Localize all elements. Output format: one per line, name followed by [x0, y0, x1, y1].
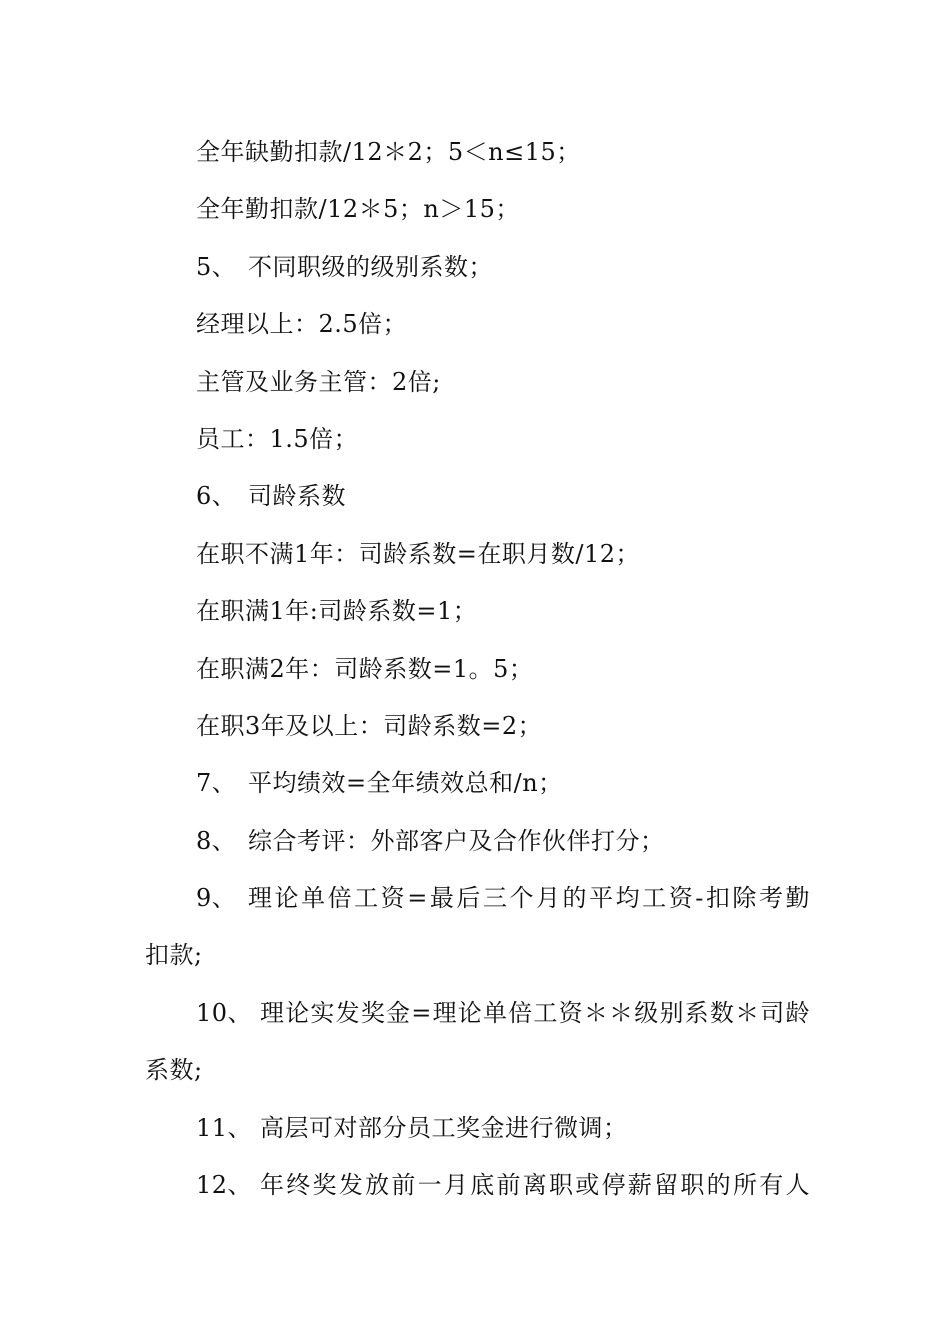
item-text: 平均绩效=全年绩效总和/n； [248, 769, 563, 798]
item-text: 不同职级的级别系数； [248, 252, 493, 281]
line-text: 在职满2年：司龄系数=1。5； [196, 654, 534, 683]
line-text: 全年缺勤扣款/12＊2；5＜n≤15； [196, 138, 581, 166]
continuation-text: 系数; [145, 1056, 203, 1085]
item-number: 10、 [196, 998, 253, 1027]
numbered-item [145, 1163, 810, 1220]
item-text: 高层可对部分员工奖金进行微调； [260, 1113, 628, 1142]
continuation-text: 扣款; [145, 941, 203, 970]
item-text: 综合考评：外部客户及合作伙伴打分； [248, 826, 665, 855]
line-text: 在职3年及以上：司龄系数=2； [196, 711, 543, 740]
line-text: 在职满1年:司龄系数=1； [196, 597, 478, 626]
item-continuation [145, 1048, 810, 1105]
item-text: 年终奖发放前一月底前离职或停薪留职的所有人 [260, 1171, 810, 1200]
document-body [145, 130, 810, 1220]
item-text: 司龄系数 [248, 482, 346, 511]
numbered-item [145, 876, 810, 933]
item-number: 6、 [196, 482, 237, 511]
text-line [145, 417, 810, 474]
text-line [145, 360, 810, 417]
numbered-item [145, 761, 810, 818]
text-line [145, 187, 810, 244]
text-line [145, 704, 810, 761]
item-number: 5、 [196, 252, 237, 281]
numbered-item [145, 991, 810, 1048]
item-text: 理论单倍工资=最后三个月的平均工资-扣除考勤 [248, 884, 810, 913]
line-text: 在职不满1年：司龄系数=在职月数/12； [196, 539, 641, 568]
line-text: 全年勤扣款/12＊5；n＞15； [196, 195, 520, 224]
numbered-item [145, 1106, 810, 1163]
text-line [145, 532, 810, 589]
item-continuation [145, 933, 810, 990]
item-number: 12、 [196, 1171, 253, 1200]
text-line [145, 647, 810, 704]
item-number: 9、 [196, 884, 237, 913]
line-text: 员工：1.5倍； [196, 424, 359, 453]
line-text: 主管及业务主管：2倍; [196, 367, 441, 396]
text-line [145, 130, 810, 187]
item-number: 8、 [196, 826, 237, 855]
text-line [145, 589, 810, 646]
numbered-item [145, 245, 810, 302]
numbered-item [145, 819, 810, 876]
line-text: 经理以上：2.5倍； [196, 310, 408, 339]
text-line [145, 302, 810, 359]
item-number: 11、 [196, 1113, 253, 1142]
item-number: 7、 [196, 769, 237, 798]
item-text: 理论实发奖金=理论单倍工资＊＊级别系数＊司龄 [260, 998, 810, 1027]
numbered-item [145, 474, 810, 531]
